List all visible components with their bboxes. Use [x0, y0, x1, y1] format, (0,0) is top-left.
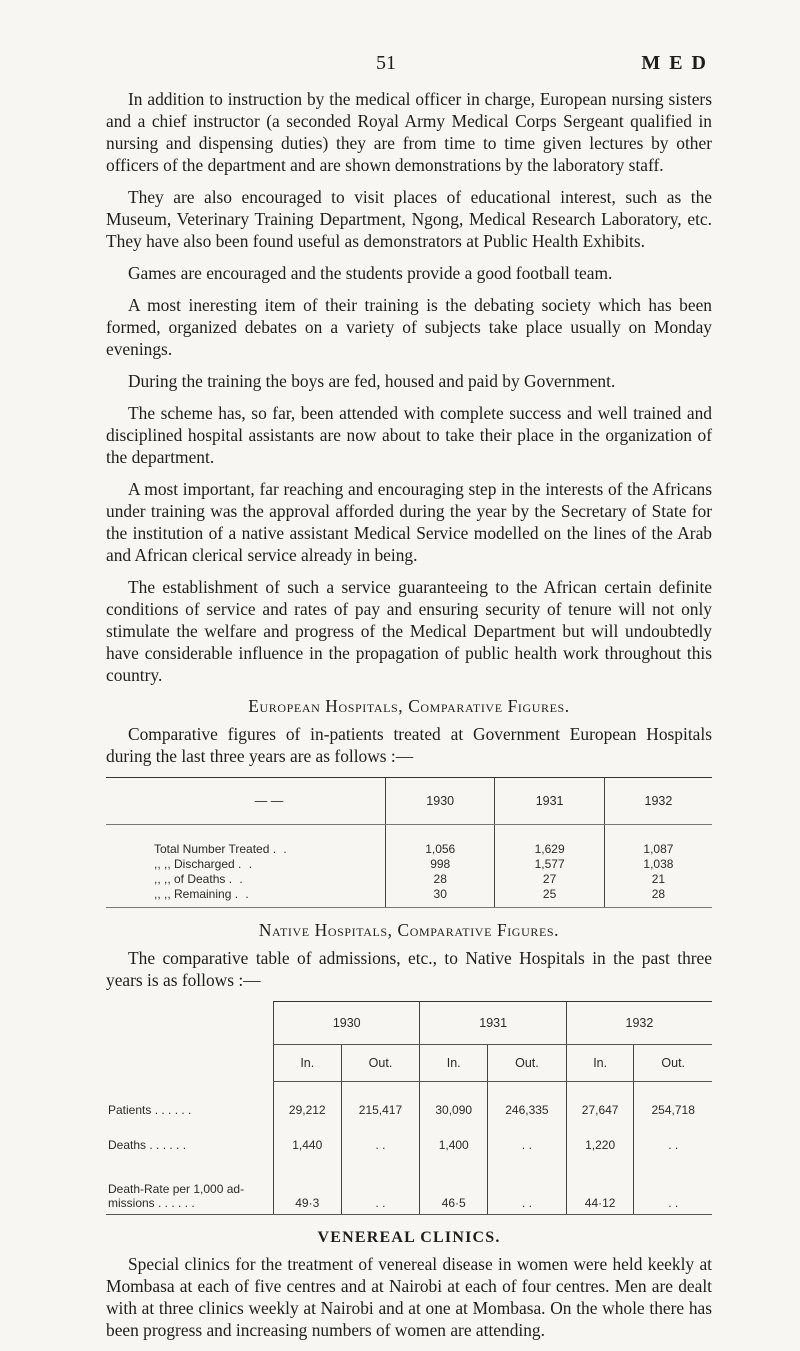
row-label: Deaths . . . . . .: [108, 1138, 187, 1152]
row-label: ,, ,, of Deaths: [154, 871, 226, 886]
page-body: [106, 88, 712, 1351]
table-row: [106, 1082, 712, 1122]
table-cell: 27: [495, 871, 604, 886]
table-cell: 29,212: [274, 1082, 342, 1122]
table-cell: 28: [386, 871, 495, 886]
venereal-clinics-heading: VENEREAL CLINICS.: [317, 1229, 501, 1246]
in-header: In.: [566, 1045, 634, 1082]
table-cell: 25: [495, 886, 604, 908]
table-header-row: [106, 778, 712, 825]
table-cell: 30: [386, 886, 495, 908]
table-cell: 254,718: [634, 1082, 712, 1122]
table-cell: 46·5: [420, 1156, 488, 1215]
table-cell: 21: [604, 871, 712, 886]
year-header: 1931: [495, 778, 604, 825]
table-cell: 998: [386, 856, 495, 871]
page-number: 51: [376, 52, 396, 74]
european-hospitals-table: [106, 777, 712, 908]
native-intro: The comparative table of admissions, etc., to Native Hospitals in the past three years is as follows :—: [106, 948, 712, 990]
table-cell: 49·3: [274, 1156, 342, 1215]
year-header: 1932: [566, 1002, 712, 1045]
year-header: 1932: [604, 778, 712, 825]
table-cell: 1,220: [566, 1121, 634, 1156]
table-cell: . .: [634, 1156, 712, 1215]
out-header: Out.: [634, 1045, 712, 1082]
row-label: Patients . . . . . .: [108, 1102, 192, 1117]
table-corner: — —: [106, 778, 386, 825]
paragraph-instruction: In addition to instruction by the medical officer in charge, European nursing sisters and a chief instructor (a seconded Royal Army Medical Corps Sergeant qualified in nursing and dispensing duties) they are from time to time given lectures by other officers of the department and are shown demonstrations by the laboratory staff.: [106, 89, 712, 175]
table-cell: . .: [487, 1121, 566, 1156]
european-hospitals-heading: European Hospitals, Comparative Figures.: [248, 696, 570, 716]
leader-dots: . .: [234, 886, 251, 901]
native-hospitals-heading: Native Hospitals, Comparative Figures.: [258, 920, 560, 940]
table-row: [106, 856, 712, 871]
section-code: M E D: [641, 52, 708, 74]
table-cell: 1,629: [495, 825, 604, 857]
year-header: 1931: [420, 1002, 566, 1045]
table-cell: 28: [604, 886, 712, 908]
out-header: Out.: [341, 1045, 420, 1082]
in-out-header-row: [106, 1045, 712, 1082]
native-hospitals-table: [106, 1001, 712, 1215]
table-row: [106, 1121, 712, 1156]
paragraph-approval: A most important, far reaching and encouraging step in the interests of the Africans under training was the approval afforded during the year by the Secretary of State for the institution of a native assistant Medical Service modelled on the lines of the Arab and African clerical service already in being.: [106, 479, 712, 565]
table-cell: 215,417: [341, 1082, 420, 1122]
table-row: [106, 1156, 712, 1215]
table-cell: 246,335: [487, 1082, 566, 1122]
row-label-line: Death-Rate per 1,000 ad-: [108, 1182, 245, 1196]
table-cell: 1,087: [604, 825, 712, 857]
table-cell: 1,056: [386, 825, 495, 857]
table-cell: 1,038: [604, 856, 712, 871]
table-cell: . .: [634, 1121, 712, 1156]
leader-dots: . .: [238, 856, 255, 871]
paragraph-debating: A most ineresting item of their training is the debating society which has been formed, organized debates on a variety of subjects take place usually on Monday evenings.: [106, 295, 712, 359]
row-label-line: missions . . . . . .: [108, 1196, 195, 1210]
paragraph-games: Games are encouraged and the students provide a good football team.: [128, 263, 613, 283]
row-label: Total Number Treated: [154, 841, 270, 856]
out-header: Out.: [487, 1045, 566, 1082]
paragraph-visits: They are also encouraged to visit places of educational interest, such as the Museum, Veterinary Training Department, Ngong, Medical Research Laboratory, etc. They have also been found useful as demonstrators at Public Health Exhibits.: [106, 187, 712, 251]
table-row: [106, 871, 712, 886]
table-cell: 30,090: [420, 1082, 488, 1122]
european-intro: Comparative figures of in-patients treated at Government European Hospitals during the last three years are as follows :—: [106, 724, 712, 766]
year-header-row: [106, 1002, 712, 1045]
row-label: [106, 1156, 274, 1215]
paragraph-establishment: The establishment of such a service guaranteeing to the African certain definite conditions of service and rates of pay and ensuring security of tenure will not only stimulate the welfare and progress of the Medical Department but will undoubtedly have considerable influence in the propagation of public health work throughout this country.: [106, 577, 712, 685]
leader-dots: . .: [272, 841, 289, 856]
table-cell: 1,440: [274, 1121, 342, 1156]
table-cell: 1,400: [420, 1121, 488, 1156]
table-cell: . .: [341, 1121, 420, 1156]
venereal-paragraph: Special clinics for the treatment of venereal disease in women were held keekly at Mombasa at each of five centres and at Nairobi at each of four centres. Men are dealt with at three clinics weekly at Nairobi and at one at Mombasa. On the whole there has been progress and increasing numbers of women are attending.: [106, 1254, 712, 1340]
in-header: In.: [274, 1045, 342, 1082]
table-cell: 27,647: [566, 1082, 634, 1122]
row-label: ,, ,, Remaining: [154, 886, 232, 901]
table-cell: 1,577: [495, 856, 604, 871]
table-cell: 44·12: [566, 1156, 634, 1215]
page-header: [0, 52, 800, 82]
year-header: 1930: [386, 778, 495, 825]
table-cell: . .: [487, 1156, 566, 1215]
table-row: [106, 886, 712, 908]
leader-dots: . .: [228, 871, 245, 886]
in-header: In.: [420, 1045, 488, 1082]
table-cell: . .: [341, 1156, 420, 1215]
paragraph-scheme: The scheme has, so far, been attended with complete success and well trained and disciplined hospital assistants are now about to take their place in the organization of the department.: [106, 403, 712, 467]
year-header: 1930: [274, 1002, 420, 1045]
table-row: [106, 825, 712, 857]
row-label: ,, ,, Discharged: [154, 856, 235, 871]
paragraph-training-support: During the training the boys are fed, housed and paid by Government.: [128, 371, 616, 391]
